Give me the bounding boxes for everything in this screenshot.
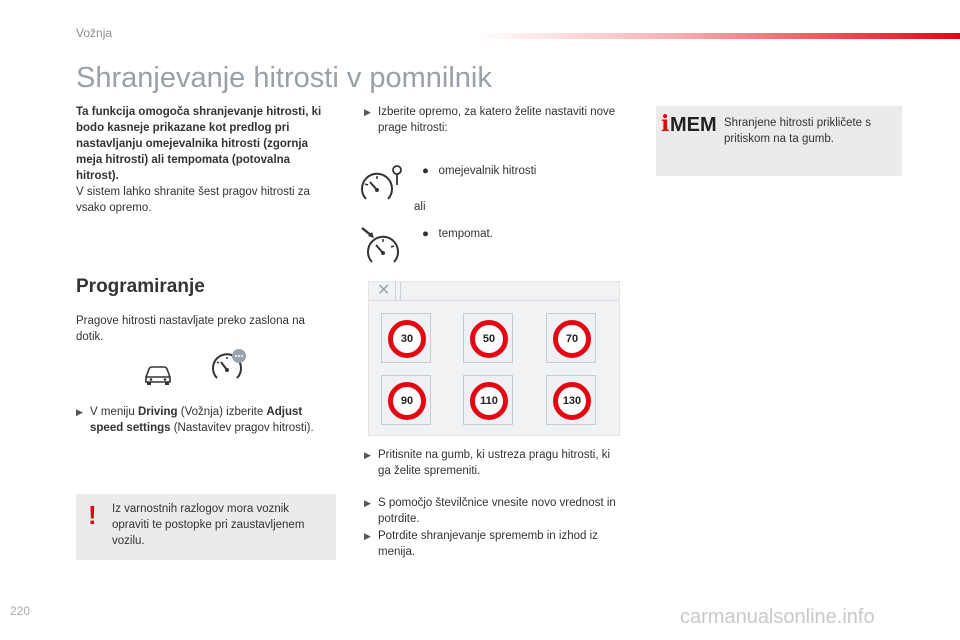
arrow-icon: ▶ [364,107,371,117]
option-speed-limiter: ● omejevalnik hitrosti [422,165,537,177]
header-accent-line [480,33,960,39]
speed-sign: 50 [470,320,508,358]
programming-step: ▶ V meniju Driving (Vožnja) izberite Adjust speed settings (Nastavitev pragov hitrosti). [76,406,314,434]
info-box [656,106,902,176]
warning-box [76,494,336,560]
close-icon[interactable]: ✕ [377,282,391,299]
or-text: ali [414,201,426,213]
arrow-icon: ▶ [76,407,83,417]
intro-paragraph [76,104,332,216]
intro-normal-text: V sistem lahko shranite šest pragov hitrosti za vsako opremo. [76,186,310,214]
confirm-step: ▶ Potrdite shranjevanje sprememb in izhod iz menija. [364,530,598,558]
speed-settings-screen [368,281,620,436]
arrow-icon: ▶ [364,450,371,460]
page-number: 220 [10,604,31,618]
screen-top-bar [369,282,619,301]
speedometer-settings-icon [210,348,250,384]
speed-button-1[interactable] [381,313,431,363]
speed-limiter-icon [360,163,406,203]
speed-button-4[interactable] [381,375,431,425]
arrow-icon: ▶ [364,531,371,541]
info-text: Shranjene hitrosti prikličete s pritiskom na ta gumb. [724,117,872,145]
page-title: Shranjevanje hitrosti v pomnilnik [76,62,492,94]
info-icon: i [661,111,670,137]
car-icon [142,362,174,386]
speed-sign: 90 [388,382,426,420]
section-heading-programming: Programiranje [76,276,205,297]
programming-text: Pragove hitrosti nastavljate preko zaslona na dotik. [76,315,305,343]
menu-adjust-speed-settings: Adjust speed settings [90,406,303,434]
speed-button-2[interactable] [463,313,513,363]
speed-button-6[interactable] [546,375,596,425]
speed-button-5[interactable] [463,375,513,425]
arrow-icon: ▶ [364,498,371,508]
select-equipment-step: ▶ Izberite opremo, za katero želite nastaviti nove prage hitrosti: [364,106,616,134]
speed-sign: 130 [553,382,591,420]
speed-button-3[interactable] [546,313,596,363]
section-label: Vožnja [76,26,113,40]
menu-driving: Driving [137,406,178,418]
speed-sign: 110 [470,382,508,420]
mem-button-label: MEM [670,114,717,136]
tab-separator [395,282,401,300]
watermark: carmanualsonline.info [680,606,875,628]
speed-sign: 70 [553,320,591,358]
keypad-step: ▶ S pomočjo številčnice vnesite novo vrednost in potrdite. [364,497,616,525]
option-cruise-control: ● tempomat. [422,228,493,240]
intro-bold-text: Ta funkcija omogoča shranjevanje hitrosti, ki bodo kasneje prikazane kot predlog pri nastavljanju omejevalnika hitrosti (zgornja meja hitrosti) ali tempomata (potovalna hitrost). [76,106,322,182]
speed-sign: 30 [388,320,426,358]
warning-icon: ! [88,500,97,530]
cruise-control-icon [360,226,406,266]
warning-text: Iz varnostnih razlogov mora voznik opraviti te postopke pri zaustavljenem vozilu. [112,503,305,547]
press-button-step: ▶ Pritisnite na gumb, ki ustreza pragu hitrosti, ki ga želite spremeniti. [364,449,611,477]
